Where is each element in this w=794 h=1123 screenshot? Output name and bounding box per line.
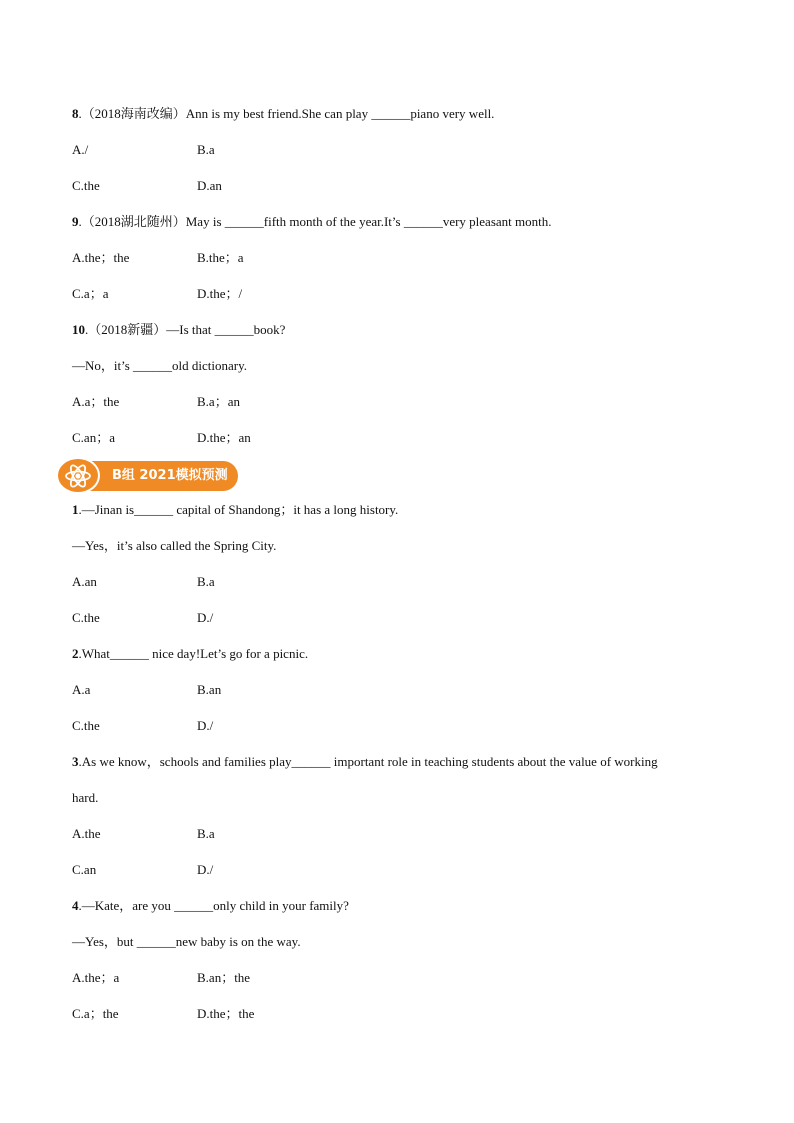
question-number: 4 <box>72 898 79 913</box>
question-9-option-d: D.the；/ <box>197 286 243 301</box>
question-b1-stem <box>72 501 398 519</box>
question-b1-option-d: D./ <box>197 610 214 625</box>
question-text: .（2018新疆）—Is that ______book? <box>85 322 286 337</box>
question-8-option-a: A./ <box>72 142 89 157</box>
question-b3-option-d: D./ <box>197 862 214 877</box>
question-b4-option-d: D.the；the <box>197 1006 255 1021</box>
section-badge-circle <box>56 457 100 494</box>
question-b4-option-b: B.an；the <box>197 970 251 985</box>
section-header-badge <box>56 457 238 494</box>
question-b1-stem-line-2: —Yes，it’s also called the Spring City. <box>72 538 277 553</box>
question-b3-option-b: B.a <box>197 826 215 841</box>
question-b3-option-c: C.an <box>72 862 97 877</box>
question-text: .What______ nice day!Let’s go for a picnic. <box>78 646 309 661</box>
question-8-stem <box>72 105 494 123</box>
question-10-option-b: B.a；an <box>197 394 240 409</box>
question-number: 9 <box>72 214 79 229</box>
question-9-stem <box>72 213 552 231</box>
question-text: .As we know，schools and families play______ important role in teaching students about the value of working <box>78 754 658 769</box>
question-b2-option-c: C.the <box>72 718 100 733</box>
question-8-option-c: C.the <box>72 178 100 193</box>
question-b1-option-c: C.the <box>72 610 100 625</box>
question-text: .—Jinan is______ capital of Shandong；it has a long history. <box>78 502 399 517</box>
question-9-option-b: B.the；a <box>197 250 244 265</box>
question-number: 10 <box>72 322 85 337</box>
question-number: 8 <box>72 106 79 121</box>
question-text: .—Kate，are you ______only child in your family? <box>78 898 349 913</box>
question-text: .（2018海南改编）Ann is my best friend.She can play ______piano very well. <box>78 106 495 121</box>
question-b2-option-b: B.an <box>197 682 222 697</box>
question-9-option-a: A.the；the <box>72 250 130 265</box>
question-8-option-b: B.a <box>197 142 215 157</box>
question-10-option-a: A.a；the <box>72 394 120 409</box>
question-8-option-d: D.an <box>197 178 222 193</box>
question-number: 1 <box>72 502 79 517</box>
question-10-option-d: D.the；an <box>197 430 251 445</box>
question-10-option-c: C.an；a <box>72 430 115 445</box>
question-9-option-c: C.a；a <box>72 286 109 301</box>
question-b2-option-d: D./ <box>197 718 214 733</box>
question-text: .（2018湖北随州）May is ______fifth month of the year.It’s ______very pleasant month. <box>78 214 552 229</box>
question-number: 2 <box>72 646 79 661</box>
question-b3-stem <box>72 753 658 771</box>
question-b4-stem <box>72 897 349 915</box>
question-10-stem <box>72 321 285 339</box>
section-title: B组 2021模拟预测 <box>112 468 228 483</box>
question-b4-option-a: A.the；a <box>72 970 120 985</box>
question-b2-stem <box>72 645 308 663</box>
question-b4-option-c: C.a；the <box>72 1006 119 1021</box>
question-b2-option-a: A.a <box>72 682 91 697</box>
question-b3-option-a: A.the <box>72 826 101 841</box>
question-b4-stem-line-2: —Yes，but ______new baby is on the way. <box>72 934 301 949</box>
question-number: 3 <box>72 754 79 769</box>
atom-icon <box>63 461 93 491</box>
question-10-stem-line-2: —No，it’s ______old dictionary. <box>72 358 248 373</box>
question-b1-option-a: A.an <box>72 574 97 589</box>
question-b1-option-b: B.a <box>197 574 215 589</box>
question-b3-stem-line-2: hard. <box>72 790 99 805</box>
